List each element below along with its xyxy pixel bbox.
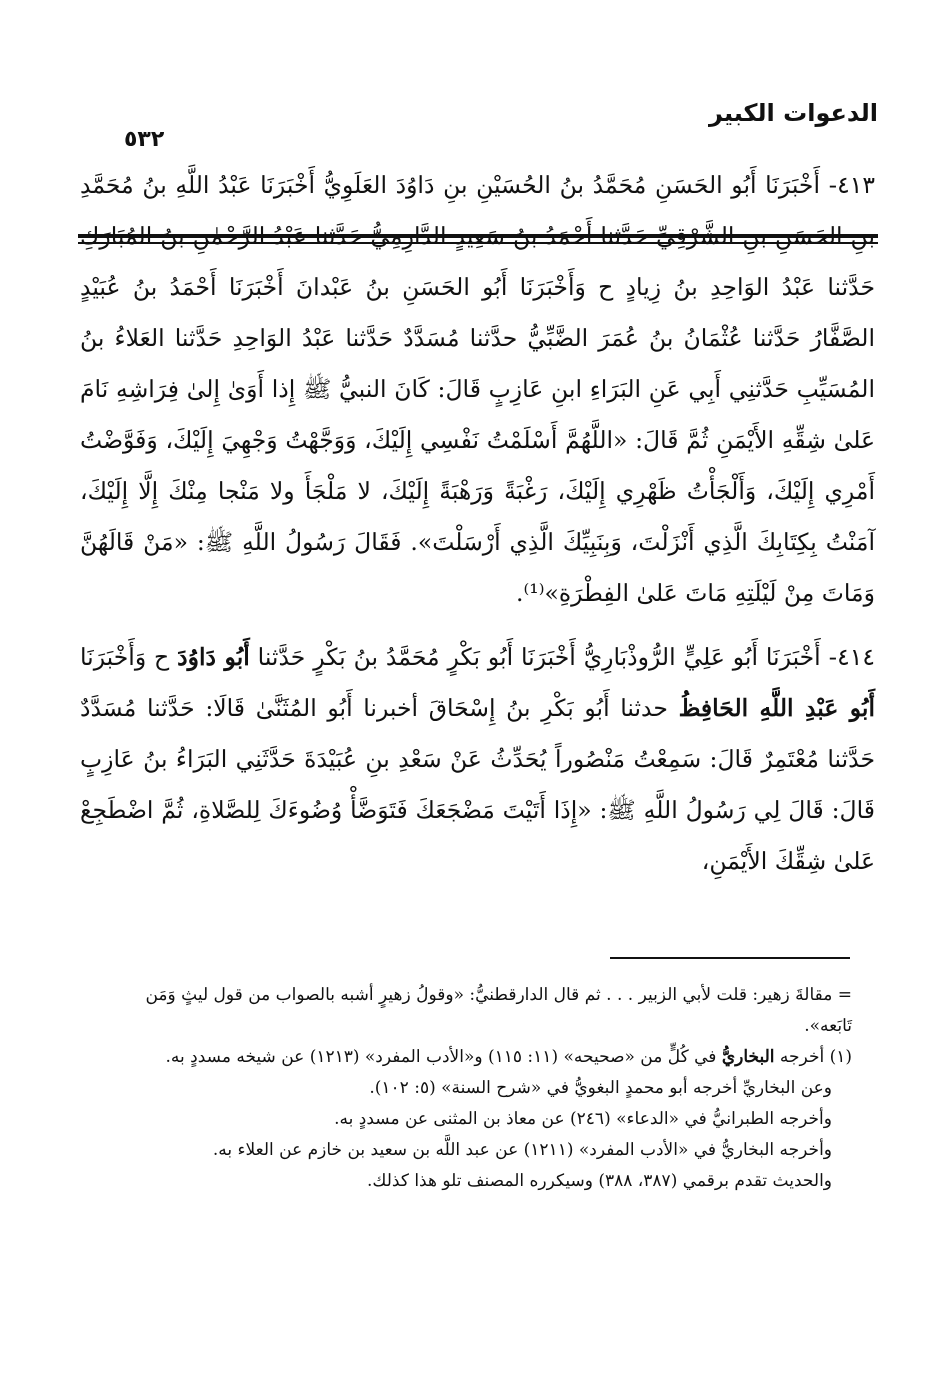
footnotes bbox=[100, 980, 852, 1197]
hadith-text-part: أَخْبَرَنَا أَبُو عَلِيٍّ الرُّوذْبَارِيُّ أَخْبَرَنَا أَبُو بَكْرٍ مُحَمَّدُ بنُ بَكْرٍ حَدَّثنا bbox=[257, 643, 821, 671]
hadith-text-part: ح وَأَخْبَرَنَا bbox=[80, 643, 170, 671]
main-text bbox=[80, 160, 875, 887]
footnote-line: والحديث تقدم برقمي (٣٨٧، ٣٨٨) وسيكرره المصنف تلو هذا كذلك. bbox=[367, 1171, 832, 1191]
hadith-text-part: حدثنا أَبُو بَكْرِ بنُ إِسْحَاقَ أخبرنا أَبُو المُثَنَّىٰ قَالَا: حَدَّثنا مُسَدَّدٌ حَدَّثنا مُعْتَمِرٌ قَالَ: سَمِعْتُ مَنْصُوراً يُحَدِّثُ عَنْ سَعْدِ بنِ عُبَيْدَةَ حَدَّثَنِي البَرَاءُ بنُ عَازِبٍ قَالَ: قَالَ لِي رَسُولُ اللَّهِ ﷺ: «إِذَا أَتَيْتَ مَضْجَعَكَ فَتَوَضَّأْ وُضُوءَكَ لِلصَّلاةِ، ثُمَّ اضْطَجِعْ عَلىٰ شِقِّكَ الأَيْمَنِ، bbox=[80, 694, 875, 875]
footnote-continuation: = مقالةَ زهير: قلت لأبي الزبير . . . ثم قال الدارقطنيُّ: «وقولُ زهيرٍ أشبه بالصواب من قول ليثٍ وَمَن تَابَعه». bbox=[145, 985, 852, 1036]
footnote-line: وأخرجه البخاريُّ في «الأدب المفرد» (١٢١١) عن عبد اللَّه بن سعيد بن خازم عن العلاء به. bbox=[212, 1140, 832, 1160]
page-header bbox=[78, 92, 878, 152]
narrator-name: أَبُو دَاوُدَ bbox=[177, 643, 250, 671]
footnote-line: وعن البخاريِّ أخرجه أبو محمدٍ البغويُّ في «شرح السنة» (٥: ١٠٢). bbox=[369, 1078, 832, 1098]
narrator-name: أَبُو عَبْدِ اللَّهِ الحَافِظُ bbox=[678, 694, 875, 722]
hadith-413 bbox=[80, 160, 875, 619]
footnote-separator bbox=[610, 957, 850, 959]
hadith-number: ٤١٣- bbox=[828, 171, 875, 199]
page-number: ٥٣٢ bbox=[118, 127, 170, 153]
footnote-line: وأخرجه الطبرانيُّ في «الدعاء» (٢٤٦) عن معاذ بن المثنى عن مسددٍ به. bbox=[334, 1109, 832, 1129]
hadith-text: أَخْبَرَنَا أَبُو الحَسَنِ مُحَمَّدُ بنُ الحُسَيْنِ بنِ دَاوُدَ العَلَوِيُّ أَخْبَرَنَا عَبْدُ اللَّهِ بنُ مُحَمَّدِ بنِ الحَسَنِ بنِ الشَّرْقِيِّ حَدَّثنا أَحْمَدُ بنُ سَعِيدٍ الدَّارِمِيُّ حَدَّثنا عَبْدُ الرَّحْمٰنِ بنُ المُبَارَكِ حَدَّثنا عَبْدُ الوَاحِدِ بنُ زِيادٍ ح وَأَخْبَرَنَا أَبُو الحَسَنِ بنُ عَبْدانَ أَخْبَرَنَا أَحْمَدُ بنُ عُبَيْدٍ الصَّفَّارُ حَدَّثنا عُثْمَانُ بنُ عُمَرَ الضَّبِّيُّ حدَّثنا مُسَدَّدٌ حَدَّثنا عَبْدُ الوَاحِدِ حَدَّثنا العَلاءُ بنُ المُسَيِّبِ حَدَّثنِي أَبِي عَنِ البَرَاءِ ابنِ عَازِبٍ قَالَ: كَانَ النبيُّ ﷺ إِذا أَوَىٰ إِلىٰ فِرَاشِهِ نَامَ عَلىٰ شِقِّهِ الأَيْمَنِ ثُمَّ قَالَ: «اللَّهُمَّ أَسْلَمْتُ نَفْسِي إِلَيْكَ، وَوَجَّهْتُ وَجْهِيَ إِلَيْكَ، وَفَوَّضْتُ أَمْرِي إِلَيْكَ، وَأَلْجَأْتُ ظَهْرِي إِلَيْكَ، رَغْبَةً وَرَهْبَةً إِلَيْكَ، لا مَلْجَأَ ولا مَنْجا مِنْكَ إِلَّا إِلَيْكَ، آمَنْتُ بِكِتَابِكَ الَّذِي أَنْزَلْتَ، وَبِنَبِيِّكَ الَّذِي أَرْسَلْتَ». فَقَالَ رَسُولُ اللَّهِ ﷺ: «مَنْ قَالَهُنَّ وَمَاتَ مِنْ لَيْلَتِهِ مَاتَ عَلىٰ الفِطْرَةِ»⁽¹⁾. bbox=[80, 171, 875, 607]
running-title: الدعوات الكبير bbox=[709, 99, 878, 127]
hadith-414 bbox=[80, 632, 875, 887]
footnote-bold-name: البخاريُّ bbox=[721, 1047, 775, 1067]
hadith-number: ٤١٤- bbox=[828, 643, 875, 671]
footnote-1: (١) أخرجه البخاريُّ في كُلٍّ من «صحيحه» (١١: ١١٥) و«الأدب المفرد» (١٢١٣) عن شيخه مسددٍ به. bbox=[165, 1047, 852, 1067]
